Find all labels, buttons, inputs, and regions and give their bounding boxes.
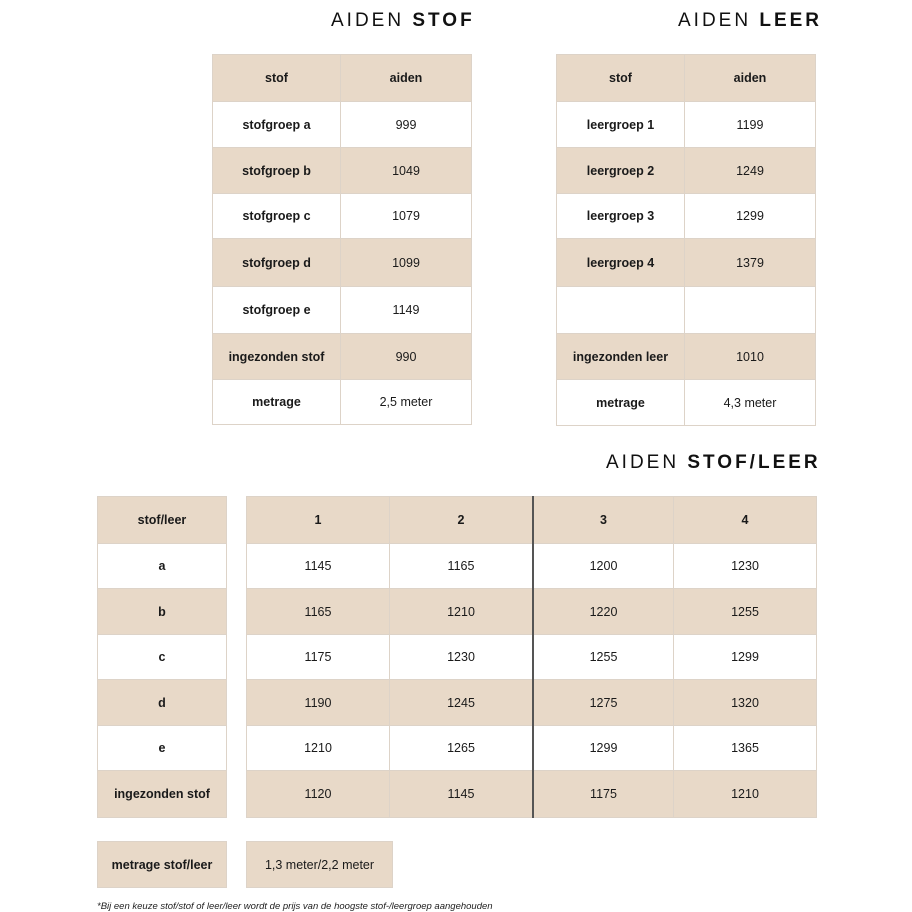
row-label: leergroep 1 — [557, 102, 685, 148]
stofleer-label-table — [97, 496, 227, 818]
corner-label: stof/leer — [98, 497, 227, 544]
table-row — [213, 239, 472, 287]
price-cell: 1245 — [390, 680, 534, 726]
row-label: leergroep 4 — [557, 239, 685, 287]
column-header: 3 — [533, 497, 674, 544]
table-row — [557, 102, 816, 148]
price-cell: 990 — [341, 334, 472, 380]
price-cell: 1320 — [674, 680, 817, 726]
row-label: ingezonden stof — [213, 334, 341, 380]
table-row — [247, 680, 817, 726]
table-header-row — [247, 497, 817, 544]
table-header-row — [98, 497, 227, 544]
price-cell: 1255 — [674, 589, 817, 635]
table-row — [213, 287, 472, 334]
table-row — [98, 589, 227, 635]
price-cell: 4,3 meter — [685, 380, 816, 426]
table-row — [213, 148, 472, 194]
table-row — [98, 680, 227, 726]
table-header-row — [213, 55, 472, 102]
title-bold: LEER — [759, 10, 823, 31]
price-cell — [685, 287, 816, 334]
aiden-stof-title — [331, 10, 475, 32]
price-cell: 1145 — [390, 771, 534, 818]
row-label: stofgroep c — [213, 194, 341, 239]
price-cell: 1265 — [390, 726, 534, 771]
row-label: a — [98, 544, 227, 589]
table-row — [247, 635, 817, 680]
price-cell: 1275 — [533, 680, 674, 726]
price-cell: 1210 — [390, 589, 534, 635]
title-bold: STOF/LEER — [687, 452, 821, 473]
row-label — [557, 287, 685, 334]
table-row — [98, 635, 227, 680]
table-row — [247, 771, 817, 818]
aiden-stofleer-title — [606, 452, 821, 474]
price-cell: 1210 — [247, 726, 390, 771]
price-cell: 1190 — [247, 680, 390, 726]
table-row — [98, 726, 227, 771]
table-row — [557, 239, 816, 287]
footnote: *Bij een keuze stof/stof of leer/leer wordt de prijs van de hoogste stof-/leergroep aangehouden — [97, 901, 493, 912]
price-cell: 1199 — [685, 102, 816, 148]
table-row — [557, 334, 816, 380]
price-cell: 1079 — [341, 194, 472, 239]
price-cell: 1365 — [674, 726, 817, 771]
row-label: d — [98, 680, 227, 726]
table-row — [247, 544, 817, 589]
price-cell: 1249 — [685, 148, 816, 194]
price-cell: 2,5 meter — [341, 380, 472, 425]
price-cell: 999 — [341, 102, 472, 148]
table-row — [98, 842, 227, 888]
price-cell: 1175 — [247, 635, 390, 680]
row-label: b — [98, 589, 227, 635]
row-label: stofgroep e — [213, 287, 341, 334]
price-cell: 1120 — [247, 771, 390, 818]
price-cell: 1230 — [674, 544, 817, 589]
price-cell: 1255 — [533, 635, 674, 680]
metrage-value: 1,3 meter/2,2 meter — [247, 842, 393, 888]
row-label: ingezonden stof — [98, 771, 227, 818]
row-label: stofgroep d — [213, 239, 341, 287]
table-row — [247, 842, 393, 888]
price-cell: 1165 — [390, 544, 534, 589]
table-row — [557, 380, 816, 426]
price-cell: 1149 — [341, 287, 472, 334]
table-row — [557, 194, 816, 239]
price-cell: 1200 — [533, 544, 674, 589]
stofleer-price-table — [246, 496, 817, 818]
row-label: leergroep 3 — [557, 194, 685, 239]
price-cell: 1299 — [685, 194, 816, 239]
title-light: AIDEN — [331, 10, 405, 31]
column-header: 4 — [674, 497, 817, 544]
row-label: ingezonden leer — [557, 334, 685, 380]
price-cell: 1145 — [247, 544, 390, 589]
price-cell: 1299 — [533, 726, 674, 771]
title-light: AIDEN — [678, 10, 752, 31]
table-row — [247, 726, 817, 771]
price-cell: 1175 — [533, 771, 674, 818]
table-header-row — [557, 55, 816, 102]
table-row — [557, 287, 816, 334]
price-cell: 1099 — [341, 239, 472, 287]
price-cell: 1210 — [674, 771, 817, 818]
table-row — [213, 102, 472, 148]
title-light: AIDEN — [606, 452, 680, 473]
stof-price-table — [212, 54, 472, 425]
metrage-label-table — [97, 841, 227, 888]
price-cell: 1010 — [685, 334, 816, 380]
table-row — [213, 194, 472, 239]
row-label: c — [98, 635, 227, 680]
price-cell: 1230 — [390, 635, 534, 680]
header-cell: aiden — [341, 55, 472, 102]
header-cell: aiden — [685, 55, 816, 102]
header-cell: stof — [213, 55, 341, 102]
title-bold: STOF — [412, 10, 475, 31]
leer-price-table — [556, 54, 816, 426]
row-label: stofgroep b — [213, 148, 341, 194]
price-cell: 1165 — [247, 589, 390, 635]
row-label: leergroep 2 — [557, 148, 685, 194]
table-row — [98, 544, 227, 589]
metrage-value-table — [246, 841, 393, 888]
metrage-label: metrage stof/leer — [98, 842, 227, 888]
row-label: metrage — [213, 380, 341, 425]
price-cell: 1379 — [685, 239, 816, 287]
price-cell: 1220 — [533, 589, 674, 635]
header-cell: stof — [557, 55, 685, 102]
table-row — [213, 380, 472, 425]
table-row — [98, 771, 227, 818]
table-row — [557, 148, 816, 194]
column-header: 2 — [390, 497, 534, 544]
row-label: metrage — [557, 380, 685, 426]
row-label: stofgroep a — [213, 102, 341, 148]
table-row — [247, 589, 817, 635]
aiden-leer-title — [678, 10, 822, 32]
column-header: 1 — [247, 497, 390, 544]
price-cell: 1049 — [341, 148, 472, 194]
price-cell: 1299 — [674, 635, 817, 680]
row-label: e — [98, 726, 227, 771]
table-row — [213, 334, 472, 380]
